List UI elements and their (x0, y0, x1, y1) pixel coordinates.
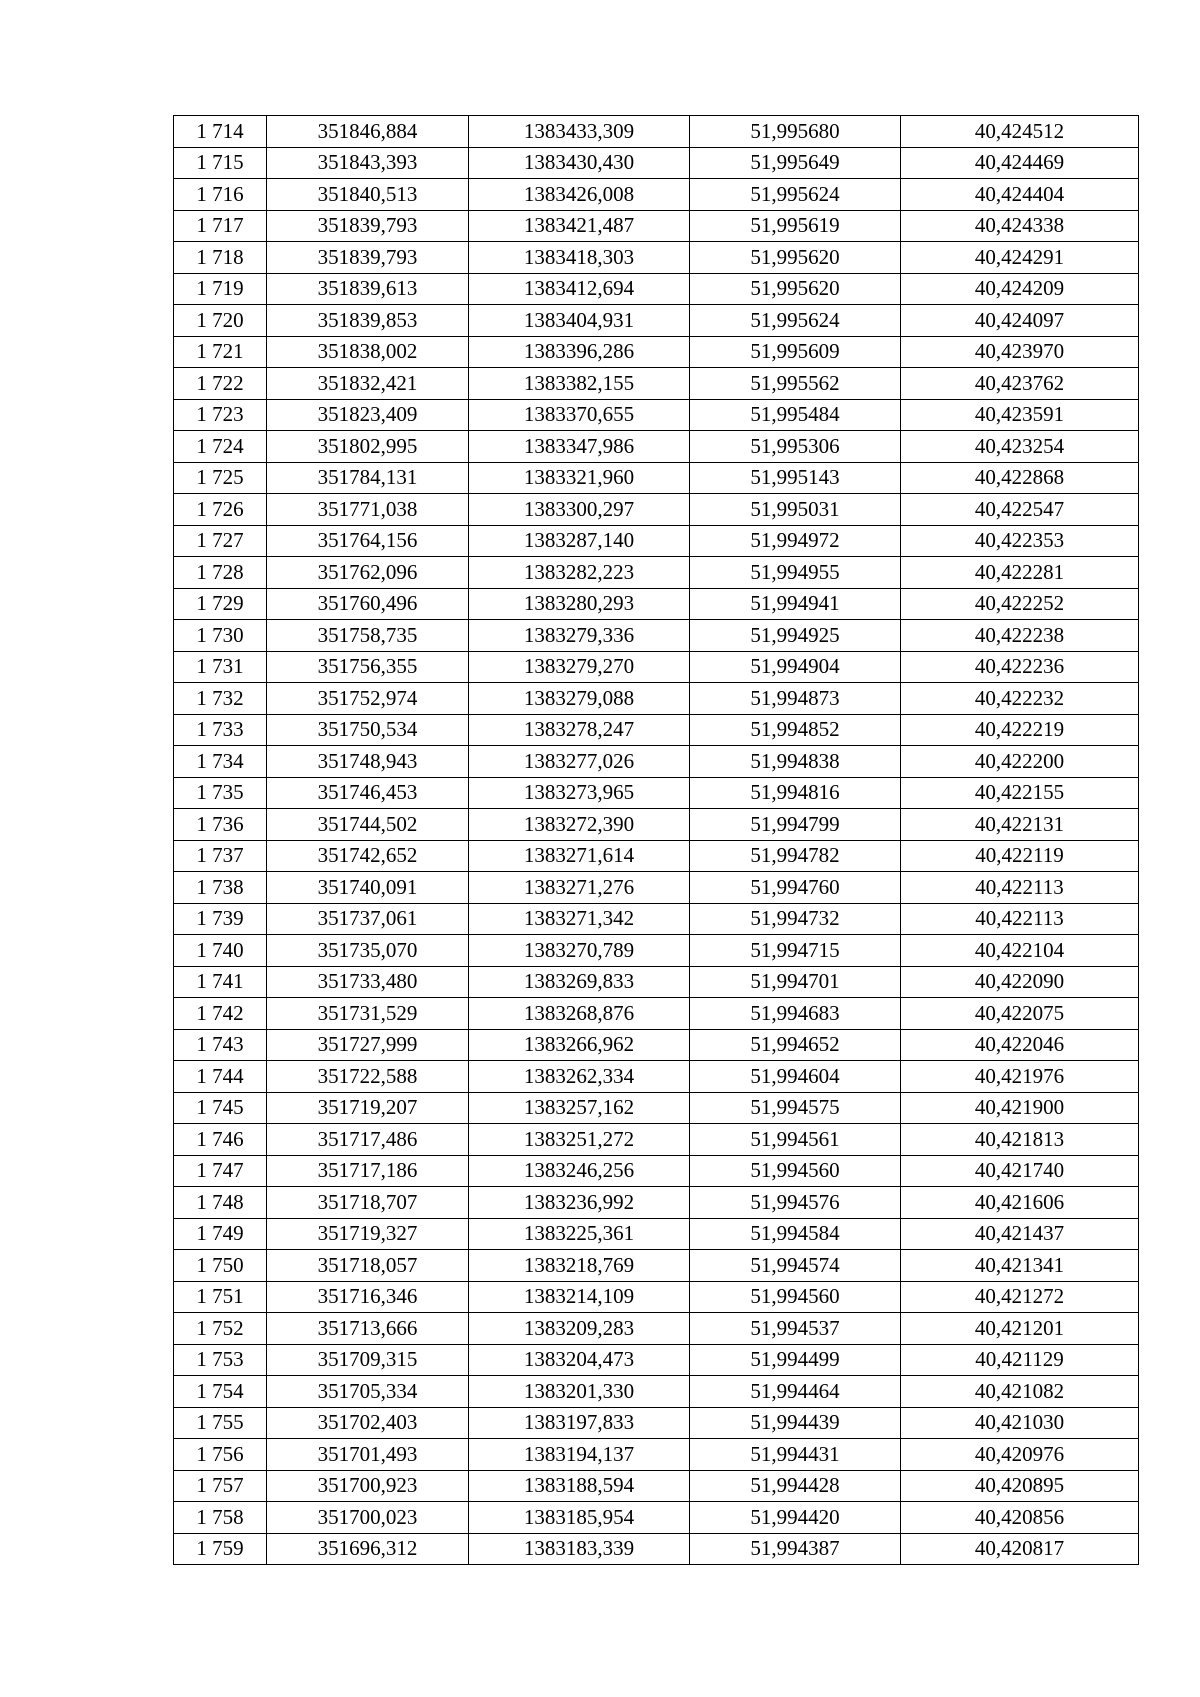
x-coordinate-cell: 351705,334 (267, 1376, 469, 1408)
table-row (174, 210, 1139, 242)
latitude-cell: 51,994604 (690, 1061, 901, 1093)
point-number-cell: 1 724 (174, 431, 267, 463)
y-coordinate-cell: 1383370,655 (469, 399, 690, 431)
latitude-cell: 51,994782 (690, 840, 901, 872)
y-coordinate-cell: 1383279,088 (469, 683, 690, 715)
point-number-cell: 1 730 (174, 620, 267, 652)
point-number-cell: 1 747 (174, 1155, 267, 1187)
point-number-cell: 1 753 (174, 1344, 267, 1376)
latitude-cell: 51,994439 (690, 1407, 901, 1439)
longitude-cell: 40,421341 (901, 1250, 1139, 1282)
y-coordinate-cell: 1383257,162 (469, 1092, 690, 1124)
point-number-cell: 1 755 (174, 1407, 267, 1439)
x-coordinate-cell: 351702,403 (267, 1407, 469, 1439)
longitude-cell: 40,422200 (901, 746, 1139, 778)
point-number-cell: 1 715 (174, 147, 267, 179)
x-coordinate-cell: 351722,588 (267, 1061, 469, 1093)
longitude-cell: 40,421740 (901, 1155, 1139, 1187)
x-coordinate-cell: 351735,070 (267, 935, 469, 967)
x-coordinate-cell: 351760,496 (267, 588, 469, 620)
table-row (174, 651, 1139, 683)
point-number-cell: 1 739 (174, 903, 267, 935)
table-row (174, 336, 1139, 368)
x-coordinate-cell: 351752,974 (267, 683, 469, 715)
table-row (174, 935, 1139, 967)
table-row (174, 1092, 1139, 1124)
longitude-cell: 40,422075 (901, 998, 1139, 1030)
y-coordinate-cell: 1383266,962 (469, 1029, 690, 1061)
x-coordinate-cell: 351839,793 (267, 242, 469, 274)
x-coordinate-cell: 351843,393 (267, 147, 469, 179)
table-row (174, 1124, 1139, 1156)
latitude-cell: 51,995624 (690, 179, 901, 211)
y-coordinate-cell: 1383251,272 (469, 1124, 690, 1156)
latitude-cell: 51,994560 (690, 1281, 901, 1313)
point-number-cell: 1 745 (174, 1092, 267, 1124)
coordinates-table (173, 115, 1139, 1565)
longitude-cell: 40,423970 (901, 336, 1139, 368)
latitude-cell: 51,995562 (690, 368, 901, 400)
longitude-cell: 40,422113 (901, 903, 1139, 935)
table-row (174, 777, 1139, 809)
y-coordinate-cell: 1383396,286 (469, 336, 690, 368)
x-coordinate-cell: 351718,707 (267, 1187, 469, 1219)
table-row (174, 1502, 1139, 1534)
coordinates-table-body (174, 116, 1139, 1565)
point-number-cell: 1 750 (174, 1250, 267, 1282)
x-coordinate-cell: 351740,091 (267, 872, 469, 904)
point-number-cell: 1 736 (174, 809, 267, 841)
x-coordinate-cell: 351846,884 (267, 116, 469, 148)
table-row (174, 305, 1139, 337)
point-number-cell: 1 740 (174, 935, 267, 967)
x-coordinate-cell: 351701,493 (267, 1439, 469, 1471)
y-coordinate-cell: 1383236,992 (469, 1187, 690, 1219)
longitude-cell: 40,424291 (901, 242, 1139, 274)
longitude-cell: 40,422131 (901, 809, 1139, 841)
point-number-cell: 1 714 (174, 116, 267, 148)
table-row (174, 399, 1139, 431)
latitude-cell: 51,994972 (690, 525, 901, 557)
y-coordinate-cell: 1383201,330 (469, 1376, 690, 1408)
longitude-cell: 40,424338 (901, 210, 1139, 242)
y-coordinate-cell: 1383347,986 (469, 431, 690, 463)
longitude-cell: 40,422238 (901, 620, 1139, 652)
point-number-cell: 1 758 (174, 1502, 267, 1534)
longitude-cell: 40,422119 (901, 840, 1139, 872)
longitude-cell: 40,420976 (901, 1439, 1139, 1471)
x-coordinate-cell: 351784,131 (267, 462, 469, 494)
latitude-cell: 51,994537 (690, 1313, 901, 1345)
x-coordinate-cell: 351762,096 (267, 557, 469, 589)
point-number-cell: 1 719 (174, 273, 267, 305)
latitude-cell: 51,994652 (690, 1029, 901, 1061)
longitude-cell: 40,420817 (901, 1533, 1139, 1565)
table-row (174, 1470, 1139, 1502)
longitude-cell: 40,421813 (901, 1124, 1139, 1156)
point-number-cell: 1 737 (174, 840, 267, 872)
table-row (174, 1376, 1139, 1408)
table-row (174, 525, 1139, 557)
longitude-cell: 40,422232 (901, 683, 1139, 715)
point-number-cell: 1 742 (174, 998, 267, 1030)
longitude-cell: 40,421437 (901, 1218, 1139, 1250)
y-coordinate-cell: 1383204,473 (469, 1344, 690, 1376)
latitude-cell: 51,995143 (690, 462, 901, 494)
latitude-cell: 51,994428 (690, 1470, 901, 1502)
longitude-cell: 40,420895 (901, 1470, 1139, 1502)
y-coordinate-cell: 1383282,223 (469, 557, 690, 589)
x-coordinate-cell: 351840,513 (267, 179, 469, 211)
latitude-cell: 51,995609 (690, 336, 901, 368)
table-row (174, 1061, 1139, 1093)
x-coordinate-cell: 351764,156 (267, 525, 469, 557)
latitude-cell: 51,994576 (690, 1187, 901, 1219)
table-row (174, 1218, 1139, 1250)
latitude-cell: 51,994715 (690, 935, 901, 967)
latitude-cell: 51,994584 (690, 1218, 901, 1250)
table-row (174, 998, 1139, 1030)
x-coordinate-cell: 351713,666 (267, 1313, 469, 1345)
point-number-cell: 1 741 (174, 966, 267, 998)
latitude-cell: 51,994838 (690, 746, 901, 778)
x-coordinate-cell: 351716,346 (267, 1281, 469, 1313)
y-coordinate-cell: 1383321,960 (469, 462, 690, 494)
x-coordinate-cell: 351756,355 (267, 651, 469, 683)
point-number-cell: 1 746 (174, 1124, 267, 1156)
latitude-cell: 51,994561 (690, 1124, 901, 1156)
point-number-cell: 1 756 (174, 1439, 267, 1471)
y-coordinate-cell: 1383280,293 (469, 588, 690, 620)
longitude-cell: 40,422046 (901, 1029, 1139, 1061)
longitude-cell: 40,422868 (901, 462, 1139, 494)
y-coordinate-cell: 1383273,965 (469, 777, 690, 809)
latitude-cell: 51,994464 (690, 1376, 901, 1408)
longitude-cell: 40,422281 (901, 557, 1139, 589)
x-coordinate-cell: 351823,409 (267, 399, 469, 431)
latitude-cell: 51,994799 (690, 809, 901, 841)
y-coordinate-cell: 1383209,283 (469, 1313, 690, 1345)
table-row (174, 966, 1139, 998)
x-coordinate-cell: 351839,793 (267, 210, 469, 242)
point-number-cell: 1 729 (174, 588, 267, 620)
table-row (174, 1313, 1139, 1345)
latitude-cell: 51,994941 (690, 588, 901, 620)
x-coordinate-cell: 351748,943 (267, 746, 469, 778)
latitude-cell: 51,994683 (690, 998, 901, 1030)
point-number-cell: 1 757 (174, 1470, 267, 1502)
longitude-cell: 40,421030 (901, 1407, 1139, 1439)
latitude-cell: 51,994574 (690, 1250, 901, 1282)
x-coordinate-cell: 351758,735 (267, 620, 469, 652)
table-row (174, 462, 1139, 494)
latitude-cell: 51,994420 (690, 1502, 901, 1534)
y-coordinate-cell: 1383246,256 (469, 1155, 690, 1187)
y-coordinate-cell: 1383421,487 (469, 210, 690, 242)
point-number-cell: 1 726 (174, 494, 267, 526)
x-coordinate-cell: 351771,038 (267, 494, 469, 526)
latitude-cell: 51,994431 (690, 1439, 901, 1471)
latitude-cell: 51,994701 (690, 966, 901, 998)
latitude-cell: 51,994873 (690, 683, 901, 715)
latitude-cell: 51,994925 (690, 620, 901, 652)
y-coordinate-cell: 1383430,430 (469, 147, 690, 179)
table-row (174, 1344, 1139, 1376)
x-coordinate-cell: 351839,613 (267, 273, 469, 305)
y-coordinate-cell: 1383272,390 (469, 809, 690, 841)
longitude-cell: 40,424469 (901, 147, 1139, 179)
x-coordinate-cell: 351838,002 (267, 336, 469, 368)
latitude-cell: 51,995624 (690, 305, 901, 337)
longitude-cell: 40,424512 (901, 116, 1139, 148)
point-number-cell: 1 744 (174, 1061, 267, 1093)
table-row (174, 840, 1139, 872)
y-coordinate-cell: 1383183,339 (469, 1533, 690, 1565)
point-number-cell: 1 735 (174, 777, 267, 809)
x-coordinate-cell: 351742,652 (267, 840, 469, 872)
table-row (174, 1407, 1139, 1439)
x-coordinate-cell: 351718,057 (267, 1250, 469, 1282)
latitude-cell: 51,994760 (690, 872, 901, 904)
x-coordinate-cell: 351700,923 (267, 1470, 469, 1502)
y-coordinate-cell: 1383382,155 (469, 368, 690, 400)
latitude-cell: 51,995484 (690, 399, 901, 431)
y-coordinate-cell: 1383214,109 (469, 1281, 690, 1313)
longitude-cell: 40,422236 (901, 651, 1139, 683)
latitude-cell: 51,994732 (690, 903, 901, 935)
longitude-cell: 40,422104 (901, 935, 1139, 967)
longitude-cell: 40,424209 (901, 273, 1139, 305)
point-number-cell: 1 725 (174, 462, 267, 494)
longitude-cell: 40,420856 (901, 1502, 1139, 1534)
table-row (174, 1281, 1139, 1313)
latitude-cell: 51,994499 (690, 1344, 901, 1376)
point-number-cell: 1 728 (174, 557, 267, 589)
table-row (174, 588, 1139, 620)
latitude-cell: 51,995680 (690, 116, 901, 148)
y-coordinate-cell: 1383271,614 (469, 840, 690, 872)
x-coordinate-cell: 351727,999 (267, 1029, 469, 1061)
x-coordinate-cell: 351719,327 (267, 1218, 469, 1250)
longitude-cell: 40,421082 (901, 1376, 1139, 1408)
table-row (174, 1439, 1139, 1471)
table-row (174, 273, 1139, 305)
y-coordinate-cell: 1383268,876 (469, 998, 690, 1030)
point-number-cell: 1 743 (174, 1029, 267, 1061)
table-row (174, 714, 1139, 746)
point-number-cell: 1 718 (174, 242, 267, 274)
latitude-cell: 51,995619 (690, 210, 901, 242)
table-row (174, 903, 1139, 935)
longitude-cell: 40,422547 (901, 494, 1139, 526)
longitude-cell: 40,424097 (901, 305, 1139, 337)
longitude-cell: 40,421272 (901, 1281, 1139, 1313)
longitude-cell: 40,422219 (901, 714, 1139, 746)
table-row (174, 494, 1139, 526)
point-number-cell: 1 717 (174, 210, 267, 242)
point-number-cell: 1 731 (174, 651, 267, 683)
table-row (174, 1187, 1139, 1219)
y-coordinate-cell: 1383426,008 (469, 179, 690, 211)
x-coordinate-cell: 351744,502 (267, 809, 469, 841)
point-number-cell: 1 759 (174, 1533, 267, 1565)
y-coordinate-cell: 1383433,309 (469, 116, 690, 148)
y-coordinate-cell: 1383185,954 (469, 1502, 690, 1534)
latitude-cell: 51,994575 (690, 1092, 901, 1124)
table-row (174, 116, 1139, 148)
longitude-cell: 40,424404 (901, 179, 1139, 211)
table-row (174, 557, 1139, 589)
y-coordinate-cell: 1383225,361 (469, 1218, 690, 1250)
y-coordinate-cell: 1383279,270 (469, 651, 690, 683)
x-coordinate-cell: 351700,023 (267, 1502, 469, 1534)
y-coordinate-cell: 1383262,334 (469, 1061, 690, 1093)
point-number-cell: 1 722 (174, 368, 267, 400)
table-row (174, 179, 1139, 211)
x-coordinate-cell: 351696,312 (267, 1533, 469, 1565)
latitude-cell: 51,995031 (690, 494, 901, 526)
latitude-cell: 51,995306 (690, 431, 901, 463)
latitude-cell: 51,994904 (690, 651, 901, 683)
longitude-cell: 40,423254 (901, 431, 1139, 463)
point-number-cell: 1 748 (174, 1187, 267, 1219)
table-row (174, 1533, 1139, 1565)
table-row (174, 620, 1139, 652)
longitude-cell: 40,422252 (901, 588, 1139, 620)
longitude-cell: 40,423591 (901, 399, 1139, 431)
x-coordinate-cell: 351737,061 (267, 903, 469, 935)
y-coordinate-cell: 1383270,789 (469, 935, 690, 967)
latitude-cell: 51,994852 (690, 714, 901, 746)
latitude-cell: 51,994816 (690, 777, 901, 809)
y-coordinate-cell: 1383194,137 (469, 1439, 690, 1471)
x-coordinate-cell: 351717,486 (267, 1124, 469, 1156)
point-number-cell: 1 752 (174, 1313, 267, 1345)
table-row (174, 1029, 1139, 1061)
point-number-cell: 1 716 (174, 179, 267, 211)
y-coordinate-cell: 1383188,594 (469, 1470, 690, 1502)
point-number-cell: 1 721 (174, 336, 267, 368)
y-coordinate-cell: 1383412,694 (469, 273, 690, 305)
longitude-cell: 40,421900 (901, 1092, 1139, 1124)
table-row (174, 683, 1139, 715)
point-number-cell: 1 720 (174, 305, 267, 337)
point-number-cell: 1 751 (174, 1281, 267, 1313)
y-coordinate-cell: 1383277,026 (469, 746, 690, 778)
point-number-cell: 1 738 (174, 872, 267, 904)
longitude-cell: 40,422113 (901, 872, 1139, 904)
longitude-cell: 40,422353 (901, 525, 1139, 557)
x-coordinate-cell: 351709,315 (267, 1344, 469, 1376)
x-coordinate-cell: 351802,995 (267, 431, 469, 463)
x-coordinate-cell: 351750,534 (267, 714, 469, 746)
y-coordinate-cell: 1383287,140 (469, 525, 690, 557)
y-coordinate-cell: 1383279,336 (469, 620, 690, 652)
longitude-cell: 40,423762 (901, 368, 1139, 400)
x-coordinate-cell: 351832,421 (267, 368, 469, 400)
y-coordinate-cell: 1383271,276 (469, 872, 690, 904)
y-coordinate-cell: 1383278,247 (469, 714, 690, 746)
table-row (174, 242, 1139, 274)
table-row (174, 1155, 1139, 1187)
x-coordinate-cell: 351733,480 (267, 966, 469, 998)
table-row (174, 1250, 1139, 1282)
latitude-cell: 51,995649 (690, 147, 901, 179)
point-number-cell: 1 754 (174, 1376, 267, 1408)
x-coordinate-cell: 351746,453 (267, 777, 469, 809)
y-coordinate-cell: 1383271,342 (469, 903, 690, 935)
x-coordinate-cell: 351731,529 (267, 998, 469, 1030)
table-row (174, 746, 1139, 778)
x-coordinate-cell: 351839,853 (267, 305, 469, 337)
y-coordinate-cell: 1383404,931 (469, 305, 690, 337)
longitude-cell: 40,421606 (901, 1187, 1139, 1219)
table-row (174, 368, 1139, 400)
longitude-cell: 40,421129 (901, 1344, 1139, 1376)
x-coordinate-cell: 351719,207 (267, 1092, 469, 1124)
longitude-cell: 40,422155 (901, 777, 1139, 809)
point-number-cell: 1 727 (174, 525, 267, 557)
table-row (174, 431, 1139, 463)
y-coordinate-cell: 1383269,833 (469, 966, 690, 998)
point-number-cell: 1 734 (174, 746, 267, 778)
point-number-cell: 1 732 (174, 683, 267, 715)
longitude-cell: 40,421976 (901, 1061, 1139, 1093)
latitude-cell: 51,994955 (690, 557, 901, 589)
latitude-cell: 51,995620 (690, 273, 901, 305)
latitude-cell: 51,994560 (690, 1155, 901, 1187)
y-coordinate-cell: 1383300,297 (469, 494, 690, 526)
x-coordinate-cell: 351717,186 (267, 1155, 469, 1187)
longitude-cell: 40,422090 (901, 966, 1139, 998)
latitude-cell: 51,994387 (690, 1533, 901, 1565)
point-number-cell: 1 733 (174, 714, 267, 746)
table-row (174, 809, 1139, 841)
y-coordinate-cell: 1383197,833 (469, 1407, 690, 1439)
y-coordinate-cell: 1383218,769 (469, 1250, 690, 1282)
table-row (174, 147, 1139, 179)
longitude-cell: 40,421201 (901, 1313, 1139, 1345)
y-coordinate-cell: 1383418,303 (469, 242, 690, 274)
point-number-cell: 1 723 (174, 399, 267, 431)
latitude-cell: 51,995620 (690, 242, 901, 274)
table-row (174, 872, 1139, 904)
point-number-cell: 1 749 (174, 1218, 267, 1250)
